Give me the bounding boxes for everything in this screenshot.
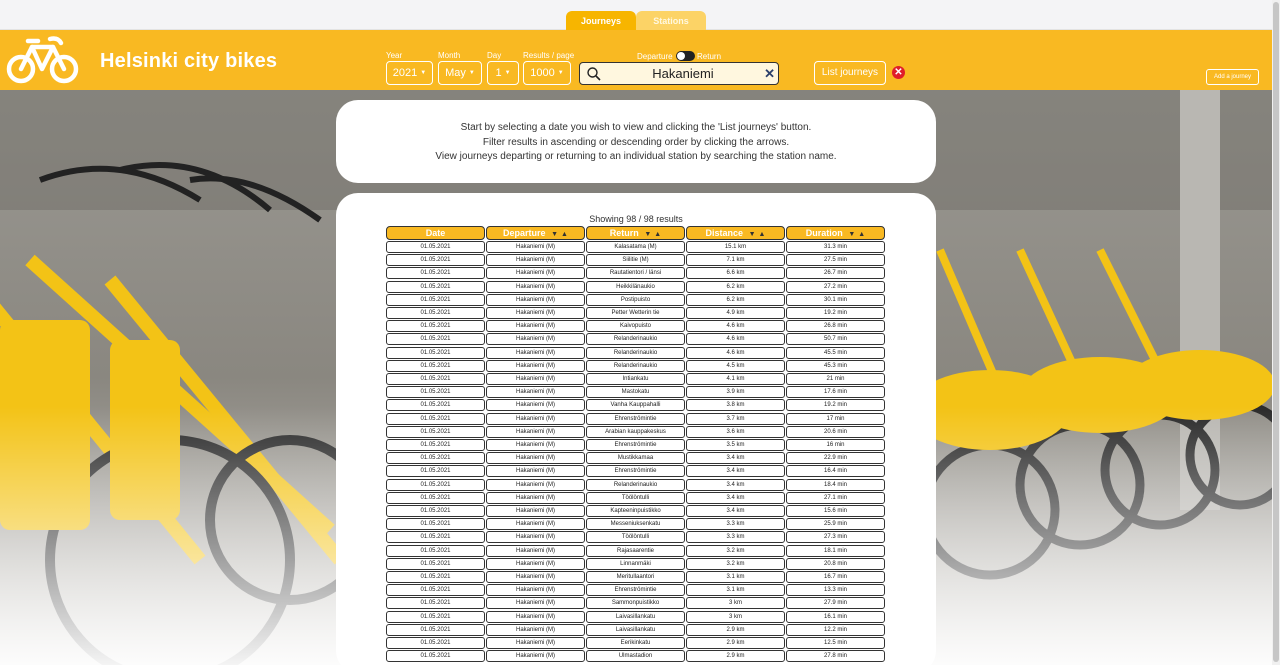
cell-distance: 3.4 km — [686, 492, 785, 504]
cell-duration: 27.3 min — [786, 531, 885, 543]
sort-asc-icon[interactable]: ▲ — [858, 231, 866, 238]
cell-date: 01.05.2021 — [386, 399, 485, 411]
cell-distance: 6.6 km — [686, 267, 785, 279]
cell-distance: 6.2 km — [686, 281, 785, 293]
cell-date: 01.05.2021 — [386, 386, 485, 398]
cell-departure: Hakaniemi (M) — [486, 518, 585, 530]
list-journeys-button[interactable]: List journeys — [814, 61, 886, 85]
cell-departure: Hakaniemi (M) — [486, 241, 585, 253]
table-row — [386, 307, 886, 320]
table-row — [386, 597, 886, 610]
column-header-duration — [786, 226, 885, 240]
month-label: Month — [438, 51, 461, 60]
cell-return: Siilitie (M) — [586, 254, 685, 266]
cell-date: 01.05.2021 — [386, 241, 485, 253]
cell-distance: 3.4 km — [686, 452, 785, 464]
cell-return: Linnanmäki — [586, 558, 685, 570]
reset-icon[interactable]: ✕ — [892, 66, 905, 79]
cell-distance: 3.9 km — [686, 386, 785, 398]
cell-duration: 12.2 min — [786, 624, 885, 636]
table-row — [386, 584, 886, 597]
cell-distance: 3.4 km — [686, 465, 785, 477]
toggle-departure-label: Departure — [637, 52, 673, 61]
column-label: Distance — [705, 228, 744, 238]
cell-return: Laivasillankatu — [586, 611, 685, 623]
table-row — [386, 399, 886, 412]
departure-return-toggle[interactable] — [676, 51, 695, 61]
cell-return: Sammonpuistikko — [586, 597, 685, 609]
cell-duration: 12.5 min — [786, 637, 885, 649]
cell-departure: Hakaniemi (M) — [486, 492, 585, 504]
cell-date: 01.05.2021 — [386, 545, 485, 557]
cell-duration: 27.1 min — [786, 492, 885, 504]
cell-return: Vanha Kauppahalli — [586, 399, 685, 411]
cell-distance: 4.1 km — [686, 373, 785, 385]
cell-date: 01.05.2021 — [386, 479, 485, 491]
month-dropdown[interactable] — [438, 61, 482, 85]
cell-duration: 20.8 min — [786, 558, 885, 570]
cell-date: 01.05.2021 — [386, 650, 485, 662]
cell-departure: Hakaniemi (M) — [486, 452, 585, 464]
cell-return: Kapteeninpuistikko — [586, 505, 685, 517]
cell-departure: Hakaniemi (M) — [486, 505, 585, 517]
cell-departure: Hakaniemi (M) — [486, 624, 585, 636]
bike-logo-icon — [6, 33, 80, 87]
cell-distance: 3.3 km — [686, 518, 785, 530]
sort-desc-icon[interactable]: ▼ — [848, 231, 856, 238]
cell-duration: 26.8 min — [786, 320, 885, 332]
cell-departure: Hakaniemi (M) — [486, 413, 585, 425]
cell-departure: Hakaniemi (M) — [486, 426, 585, 438]
table-row — [386, 545, 886, 558]
cell-duration: 17 min — [786, 413, 885, 425]
table-row — [386, 479, 886, 492]
cell-duration: 50.7 min — [786, 333, 885, 345]
cell-distance: 3.1 km — [686, 584, 785, 596]
cell-return: Ulmastadion — [586, 650, 685, 662]
table-row — [386, 558, 886, 571]
cell-duration: 19.2 min — [786, 307, 885, 319]
instruction-line: Filter results in ascending or descending order by clicking the arrows. — [482, 136, 790, 148]
cell-distance: 4.5 km — [686, 360, 785, 372]
sort-desc-icon[interactable]: ▼ — [748, 231, 756, 238]
cell-return: Mastokatu — [586, 386, 685, 398]
cell-duration: 30.1 min — [786, 294, 885, 306]
year-value: 2021 — [392, 67, 418, 79]
cell-departure: Hakaniemi (M) — [486, 360, 585, 372]
cell-date: 01.05.2021 — [386, 492, 485, 504]
cell-distance: 3.3 km — [686, 531, 785, 543]
cell-return: Eerikinkatu — [586, 637, 685, 649]
instructions-card — [336, 100, 936, 183]
month-value: May — [445, 67, 466, 79]
chevron-down-icon: ▼ — [504, 70, 511, 76]
cell-date: 01.05.2021 — [386, 611, 485, 623]
cell-duration: 26.7 min — [786, 267, 885, 279]
sort-desc-icon[interactable]: ▼ — [551, 231, 559, 238]
year-label: Year — [386, 51, 403, 60]
cell-duration: 27.2 min — [786, 281, 885, 293]
sort-desc-icon[interactable]: ▼ — [644, 231, 652, 238]
cell-return: Laivasillankatu — [586, 624, 685, 636]
cell-distance: 3 km — [686, 597, 785, 609]
column-header-departure — [486, 226, 585, 240]
results-per-page-dropdown[interactable] — [523, 61, 571, 85]
instruction-line: Start by selecting a date you wish to view and clicking the 'List journeys' button. — [460, 122, 812, 133]
scrollbar-thumb[interactable] — [1273, 2, 1279, 662]
clear-search-icon[interactable]: ✕ — [764, 66, 775, 81]
instruction-line: View journeys departing or returning to an individual station by searching the station name. — [435, 151, 837, 162]
cell-departure: Hakaniemi (M) — [486, 281, 585, 293]
cell-date: 01.05.2021 — [386, 452, 485, 464]
cell-distance: 4.9 km — [686, 307, 785, 319]
cell-distance: 3 km — [686, 611, 785, 623]
table-row — [386, 294, 886, 307]
cell-return: Mustikkamaa — [586, 452, 685, 464]
cell-duration: 22.9 min — [786, 452, 885, 464]
cell-return: Relanderinaukio — [586, 479, 685, 491]
cell-departure: Hakaniemi (M) — [486, 307, 585, 319]
cell-return: Heikkilänaukio — [586, 281, 685, 293]
cell-date: 01.05.2021 — [386, 439, 485, 451]
cell-return: Ehrenströmintie — [586, 584, 685, 596]
cell-departure: Hakaniemi (M) — [486, 584, 585, 596]
table-row — [386, 426, 886, 439]
add-journey-button[interactable]: Add a journey — [1206, 69, 1259, 85]
sort-asc-icon[interactable]: ▲ — [654, 231, 662, 238]
results-per-page-value: 1000 — [530, 67, 555, 79]
cell-departure: Hakaniemi (M) — [486, 479, 585, 491]
day-dropdown[interactable] — [487, 61, 519, 85]
table-row — [386, 320, 886, 333]
cell-duration: 31.3 min — [786, 241, 885, 253]
column-label: Departure — [503, 228, 546, 238]
cell-duration: 27.9 min — [786, 597, 885, 609]
cell-return: Rautatientori / länsi — [586, 267, 685, 279]
cell-date: 01.05.2021 — [386, 333, 485, 345]
cell-return: Töölöntulli — [586, 531, 685, 543]
cell-duration: 16.7 min — [786, 571, 885, 583]
cell-distance: 3.4 km — [686, 479, 785, 491]
cell-distance: 3.2 km — [686, 545, 785, 557]
table-row — [386, 518, 886, 531]
cell-distance: 7.1 km — [686, 254, 785, 266]
cell-duration: 45.5 min — [786, 347, 885, 359]
table-row — [386, 347, 886, 360]
table-row — [386, 281, 886, 294]
table-row — [386, 624, 886, 637]
toggle-knob — [677, 52, 685, 60]
cell-departure: Hakaniemi (M) — [486, 373, 585, 385]
sort-asc-icon[interactable]: ▲ — [758, 231, 766, 238]
cell-return: Kalasatama (M) — [586, 241, 685, 253]
cell-departure: Hakaniemi (M) — [486, 611, 585, 623]
cell-date: 01.05.2021 — [386, 426, 485, 438]
cell-departure: Hakaniemi (M) — [486, 254, 585, 266]
cell-distance: 4.6 km — [686, 320, 785, 332]
tab-stations[interactable]: Stations — [636, 11, 706, 30]
cell-duration: 13.3 min — [786, 584, 885, 596]
cell-distance: 3.7 km — [686, 413, 785, 425]
cell-distance: 3.1 km — [686, 571, 785, 583]
cell-departure: Hakaniemi (M) — [486, 320, 585, 332]
table-row — [386, 650, 886, 663]
cell-distance: 6.2 km — [686, 294, 785, 306]
cell-duration: 27.5 min — [786, 254, 885, 266]
cell-distance: 2.9 km — [686, 650, 785, 662]
cell-return: Relanderinaukio — [586, 347, 685, 359]
cell-return: Meritullaantori — [586, 571, 685, 583]
cell-departure: Hakaniemi (M) — [486, 650, 585, 662]
cell-departure: Hakaniemi (M) — [486, 347, 585, 359]
cell-date: 01.05.2021 — [386, 584, 485, 596]
day-value: 1 — [495, 67, 502, 79]
station-search-input[interactable] — [608, 65, 758, 82]
cell-departure: Hakaniemi (M) — [486, 333, 585, 345]
tab-strip — [0, 0, 1272, 30]
cell-return: Rajasaarentie — [586, 545, 685, 557]
cell-return: Töölöntulli — [586, 492, 685, 504]
table-row — [386, 611, 886, 624]
cell-duration: 16 min — [786, 439, 885, 451]
cell-duration: 15.6 min — [786, 505, 885, 517]
cell-distance: 2.9 km — [686, 624, 785, 636]
cell-return: Arabian kauppakeskus — [586, 426, 685, 438]
column-label: Return — [609, 228, 639, 238]
page-scrollbar[interactable] — [1272, 0, 1280, 665]
table-row — [386, 386, 886, 399]
cell-duration: 27.8 min — [786, 650, 885, 662]
cell-return: Ehrenströmintie — [586, 439, 685, 451]
table-row — [386, 333, 886, 346]
cell-date: 01.05.2021 — [386, 307, 485, 319]
chevron-down-icon: ▼ — [468, 70, 475, 76]
cell-return: Messeniuksenkatu — [586, 518, 685, 530]
table-row — [386, 413, 886, 426]
cell-departure: Hakaniemi (M) — [486, 597, 585, 609]
table-row — [386, 373, 886, 386]
cell-duration: 25.9 min — [786, 518, 885, 530]
header-bar — [0, 30, 1272, 90]
cell-duration: 21 min — [786, 373, 885, 385]
cell-return: Kaivopuisto — [586, 320, 685, 332]
table-row — [386, 360, 886, 373]
cell-date: 01.05.2021 — [386, 637, 485, 649]
results-card — [336, 193, 936, 665]
cell-date: 01.05.2021 — [386, 347, 485, 359]
table-row — [386, 637, 886, 650]
cell-distance: 3.8 km — [686, 399, 785, 411]
cell-departure: Hakaniemi (M) — [486, 465, 585, 477]
cell-departure: Hakaniemi (M) — [486, 637, 585, 649]
cell-date: 01.05.2021 — [386, 360, 485, 372]
cell-departure: Hakaniemi (M) — [486, 545, 585, 557]
table-row — [386, 452, 886, 465]
cell-distance: 3.2 km — [686, 558, 785, 570]
cell-date: 01.05.2021 — [386, 571, 485, 583]
cell-return: Relanderinaukio — [586, 360, 685, 372]
day-label: Day — [487, 51, 502, 60]
cell-return: Relanderinaukio — [586, 333, 685, 345]
column-header-date — [386, 226, 485, 240]
table-row — [386, 241, 886, 254]
cell-distance: 3.4 km — [686, 505, 785, 517]
cell-date: 01.05.2021 — [386, 465, 485, 477]
column-header-distance — [686, 226, 785, 240]
chevron-down-icon: ▼ — [557, 70, 564, 76]
cell-date: 01.05.2021 — [386, 531, 485, 543]
tab-journeys[interactable]: Journeys — [566, 11, 636, 30]
cell-duration: 16.4 min — [786, 465, 885, 477]
cell-duration: 16.1 min — [786, 611, 885, 623]
cell-return: Intiankatu — [586, 373, 685, 385]
table-row — [386, 531, 886, 544]
cell-date: 01.05.2021 — [386, 294, 485, 306]
cell-return: Ehrenströmintie — [586, 413, 685, 425]
cell-date: 01.05.2021 — [386, 320, 485, 332]
cell-date: 01.05.2021 — [386, 558, 485, 570]
results-per-page-label: Results / page — [523, 51, 575, 60]
table-row — [386, 254, 886, 267]
table-row — [386, 492, 886, 505]
toggle-return-label: Return — [697, 52, 722, 61]
cell-return: Postipuisto — [586, 294, 685, 306]
sort-asc-icon[interactable]: ▲ — [561, 231, 568, 238]
cell-date: 01.05.2021 — [386, 597, 485, 609]
cell-date: 01.05.2021 — [386, 413, 485, 425]
table-row — [386, 465, 886, 478]
column-label: Duration — [805, 228, 843, 238]
cell-duration: 45.3 min — [786, 360, 885, 372]
cell-departure: Hakaniemi (M) — [486, 571, 585, 583]
cell-distance: 4.6 km — [686, 333, 785, 345]
cell-date: 01.05.2021 — [386, 373, 485, 385]
cell-departure: Hakaniemi (M) — [486, 558, 585, 570]
cell-departure: Hakaniemi (M) — [486, 267, 585, 279]
search-icon — [587, 67, 601, 81]
station-search — [579, 62, 779, 85]
column-label: Date — [425, 228, 446, 238]
cell-date: 01.05.2021 — [386, 518, 485, 530]
cell-date: 01.05.2021 — [386, 254, 485, 266]
results-count: Showing 98 / 98 results — [589, 214, 683, 224]
cell-departure: Hakaniemi (M) — [486, 399, 585, 411]
table-row — [386, 439, 886, 452]
cell-departure: Hakaniemi (M) — [486, 531, 585, 543]
cell-departure: Hakaniemi (M) — [486, 294, 585, 306]
cell-distance: 15.1 km — [686, 241, 785, 253]
column-header-return — [586, 226, 685, 240]
cell-duration: 17.6 min — [786, 386, 885, 398]
cell-date: 01.05.2021 — [386, 505, 485, 517]
cell-distance: 2.9 km — [686, 637, 785, 649]
cell-date: 01.05.2021 — [386, 624, 485, 636]
table-row — [386, 505, 886, 518]
cell-return: Ehrenströmintie — [586, 465, 685, 477]
cell-duration: 18.1 min — [786, 545, 885, 557]
cell-distance: 4.6 km — [686, 347, 785, 359]
cell-departure: Hakaniemi (M) — [486, 439, 585, 451]
table-row — [386, 571, 886, 584]
cell-date: 01.05.2021 — [386, 267, 485, 279]
app-title: Helsinki city bikes — [100, 50, 278, 72]
cell-return: Petter Wetterin tie — [586, 307, 685, 319]
cell-departure: Hakaniemi (M) — [486, 386, 585, 398]
cell-distance: 3.6 km — [686, 426, 785, 438]
cell-duration: 19.2 min — [786, 399, 885, 411]
chevron-down-icon: ▼ — [420, 70, 427, 76]
cell-date: 01.05.2021 — [386, 281, 485, 293]
cell-duration: 20.6 min — [786, 426, 885, 438]
cell-duration: 18.4 min — [786, 479, 885, 491]
cell-distance: 3.5 km — [686, 439, 785, 451]
year-dropdown[interactable] — [386, 61, 433, 85]
table-row — [386, 267, 886, 280]
